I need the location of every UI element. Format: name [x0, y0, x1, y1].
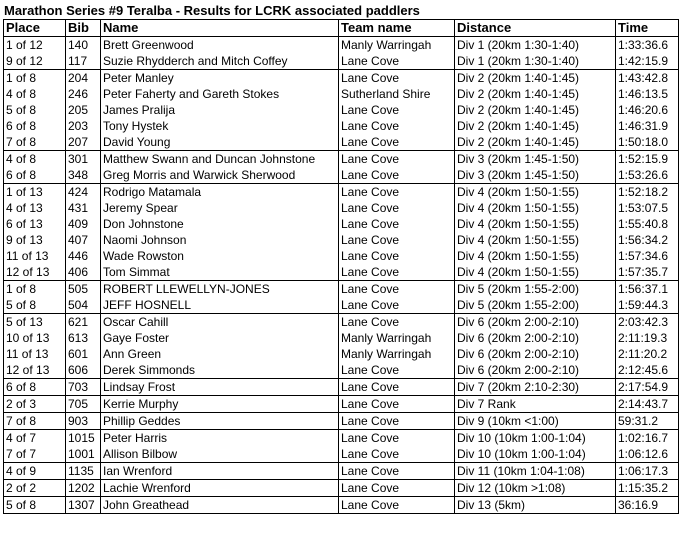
team-cell: Lane Cove: [339, 232, 455, 248]
name-cell: Naomi Johnson: [101, 232, 339, 248]
name-cell: Wade Rowston: [101, 248, 339, 264]
table-row: [4, 216, 679, 232]
team-cell: Lane Cove: [339, 53, 455, 70]
time-cell: 1:52:18.2: [616, 184, 679, 201]
distance-cell: Div 1 (20km 1:30-1:40): [455, 53, 616, 70]
table-row: [4, 118, 679, 134]
distance-cell: Div 13 (5km): [455, 497, 616, 514]
table-row: [4, 413, 679, 430]
time-cell: 1:52:15.9: [616, 151, 679, 168]
name-cell: Derek Simmonds: [101, 362, 339, 379]
place-cell: 4 of 8: [4, 151, 66, 168]
bib-cell: 301: [66, 151, 101, 168]
name-cell: Ian Wrenford: [101, 463, 339, 480]
bib-cell: 903: [66, 413, 101, 430]
place-cell: 4 of 9: [4, 463, 66, 480]
time-cell: 1:46:20.6: [616, 102, 679, 118]
column-header-time: Time: [616, 20, 679, 37]
bib-cell: 505: [66, 281, 101, 298]
table-row: [4, 184, 679, 201]
bib-cell: 703: [66, 379, 101, 396]
bib-cell: 705: [66, 396, 101, 413]
place-cell: 10 of 13: [4, 330, 66, 346]
distance-cell: Div 5 (20km 1:55-2:00): [455, 297, 616, 314]
team-cell: Lane Cove: [339, 497, 455, 514]
time-cell: 1:57:34.6: [616, 248, 679, 264]
distance-cell: Div 4 (20km 1:50-1:55): [455, 184, 616, 201]
time-cell: 2:03:42.3: [616, 314, 679, 331]
name-cell: Brett Greenwood: [101, 37, 339, 54]
column-header-team: Team name: [339, 20, 455, 37]
header-row: [4, 20, 679, 37]
time-cell: 1:46:31.9: [616, 118, 679, 134]
name-cell: Ann Green: [101, 346, 339, 362]
table-row: [4, 167, 679, 184]
table-row: [4, 297, 679, 314]
page-title: Marathon Series #9 Teralba - Results for LCRK associated paddlers: [4, 3, 420, 18]
distance-cell: Div 2 (20km 1:40-1:45): [455, 70, 616, 87]
place-cell: 6 of 8: [4, 379, 66, 396]
distance-cell: Div 9 (10km <1:00): [455, 413, 616, 430]
place-cell: 1 of 8: [4, 281, 66, 298]
team-cell: Lane Cove: [339, 151, 455, 168]
place-cell: 6 of 8: [4, 118, 66, 134]
column-header-distance: Distance: [455, 20, 616, 37]
distance-cell: Div 3 (20km 1:45-1:50): [455, 151, 616, 168]
time-cell: 1:46:13.5: [616, 86, 679, 102]
team-cell: Lane Cove: [339, 264, 455, 281]
distance-cell: Div 2 (20km 1:40-1:45): [455, 86, 616, 102]
bib-cell: 621: [66, 314, 101, 331]
time-cell: 1:42:15.9: [616, 53, 679, 70]
table-row: [4, 232, 679, 248]
table-row: [4, 362, 679, 379]
team-cell: Lane Cove: [339, 134, 455, 151]
place-cell: 2 of 3: [4, 396, 66, 413]
team-cell: Lane Cove: [339, 413, 455, 430]
column-header-name: Name: [101, 20, 339, 37]
name-cell: Greg Morris and Warwick Sherwood: [101, 167, 339, 184]
distance-cell: Div 11 (10km 1:04-1:08): [455, 463, 616, 480]
table-row: [4, 480, 679, 497]
table-row: [4, 70, 679, 87]
place-cell: 2 of 2: [4, 480, 66, 497]
place-cell: 4 of 7: [4, 430, 66, 447]
distance-cell: Div 6 (20km 2:00-2:10): [455, 346, 616, 362]
bib-cell: 203: [66, 118, 101, 134]
time-cell: 2:11:20.2: [616, 346, 679, 362]
time-cell: 1:56:37.1: [616, 281, 679, 298]
bib-cell: 117: [66, 53, 101, 70]
name-cell: Allison Bilbow: [101, 446, 339, 463]
team-cell: Lane Cove: [339, 396, 455, 413]
bib-cell: 406: [66, 264, 101, 281]
time-cell: 1:50:18.0: [616, 134, 679, 151]
name-cell: Rodrigo Matamala: [101, 184, 339, 201]
distance-cell: Div 2 (20km 1:40-1:45): [455, 102, 616, 118]
time-cell: 59:31.2: [616, 413, 679, 430]
table-row: [4, 396, 679, 413]
place-cell: 6 of 8: [4, 167, 66, 184]
team-cell: Lane Cove: [339, 167, 455, 184]
place-cell: 5 of 8: [4, 102, 66, 118]
team-cell: Lane Cove: [339, 200, 455, 216]
table-row: [4, 53, 679, 70]
team-cell: Lane Cove: [339, 463, 455, 480]
bib-cell: 409: [66, 216, 101, 232]
bib-cell: 1135: [66, 463, 101, 480]
place-cell: 12 of 13: [4, 264, 66, 281]
time-cell: 1:53:07.5: [616, 200, 679, 216]
name-cell: Peter Faherty and Gareth Stokes: [101, 86, 339, 102]
time-cell: 1:57:35.7: [616, 264, 679, 281]
team-cell: Sutherland Shire: [339, 86, 455, 102]
place-cell: 5 of 8: [4, 297, 66, 314]
table-row: [4, 37, 679, 54]
bib-cell: 140: [66, 37, 101, 54]
team-cell: Manly Warringah: [339, 37, 455, 54]
table-row: [4, 346, 679, 362]
bib-cell: 446: [66, 248, 101, 264]
distance-cell: Div 3 (20km 1:45-1:50): [455, 167, 616, 184]
place-cell: 12 of 13: [4, 362, 66, 379]
distance-cell: Div 2 (20km 1:40-1:45): [455, 118, 616, 134]
table-row: [4, 248, 679, 264]
bib-cell: 204: [66, 70, 101, 87]
bib-cell: 207: [66, 134, 101, 151]
team-cell: Lane Cove: [339, 281, 455, 298]
bib-cell: 1015: [66, 430, 101, 447]
table-row: [4, 200, 679, 216]
bib-cell: 613: [66, 330, 101, 346]
bib-cell: 601: [66, 346, 101, 362]
bib-cell: 205: [66, 102, 101, 118]
distance-cell: Div 4 (20km 1:50-1:55): [455, 200, 616, 216]
team-cell: Lane Cove: [339, 248, 455, 264]
table-row: [4, 86, 679, 102]
name-cell: Tom Simmat: [101, 264, 339, 281]
distance-cell: Div 6 (20km 2:00-2:10): [455, 314, 616, 331]
name-cell: John Greathead: [101, 497, 339, 514]
distance-cell: Div 6 (20km 2:00-2:10): [455, 330, 616, 346]
team-cell: Lane Cove: [339, 480, 455, 497]
team-cell: Lane Cove: [339, 70, 455, 87]
column-header-bib: Bib: [66, 20, 101, 37]
distance-cell: Div 4 (20km 1:50-1:55): [455, 232, 616, 248]
time-cell: 2:14:43.7: [616, 396, 679, 413]
time-cell: 2:11:19.3: [616, 330, 679, 346]
name-cell: JEFF HOSNELL: [101, 297, 339, 314]
time-cell: 2:17:54.9: [616, 379, 679, 396]
name-cell: ROBERT LLEWELLYN-JONES: [101, 281, 339, 298]
bib-cell: 1307: [66, 497, 101, 514]
name-cell: Lindsay Frost: [101, 379, 339, 396]
place-cell: 1 of 8: [4, 70, 66, 87]
bib-cell: 606: [66, 362, 101, 379]
time-cell: 2:12:45.6: [616, 362, 679, 379]
team-cell: Lane Cove: [339, 362, 455, 379]
bib-cell: 1001: [66, 446, 101, 463]
team-cell: Manly Warringah: [339, 330, 455, 346]
distance-cell: Div 4 (20km 1:50-1:55): [455, 248, 616, 264]
name-cell: Jeremy Spear: [101, 200, 339, 216]
table-row: [4, 314, 679, 331]
table-row: [4, 102, 679, 118]
name-cell: Don Johnstone: [101, 216, 339, 232]
place-cell: 4 of 8: [4, 86, 66, 102]
bib-cell: 407: [66, 232, 101, 248]
name-cell: Peter Manley: [101, 70, 339, 87]
name-cell: Gaye Foster: [101, 330, 339, 346]
time-cell: 1:15:35.2: [616, 480, 679, 497]
distance-cell: Div 6 (20km 2:00-2:10): [455, 362, 616, 379]
table-row: [4, 151, 679, 168]
time-cell: 36:16.9: [616, 497, 679, 514]
place-cell: 11 of 13: [4, 248, 66, 264]
time-cell: 1:59:44.3: [616, 297, 679, 314]
distance-cell: Div 2 (20km 1:40-1:45): [455, 134, 616, 151]
team-cell: Lane Cove: [339, 118, 455, 134]
team-cell: Lane Cove: [339, 314, 455, 331]
distance-cell: Div 1 (20km 1:30-1:40): [455, 37, 616, 54]
name-cell: Kerrie Murphy: [101, 396, 339, 413]
team-cell: Lane Cove: [339, 216, 455, 232]
team-cell: Lane Cove: [339, 102, 455, 118]
team-cell: Manly Warringah: [339, 346, 455, 362]
place-cell: 5 of 13: [4, 314, 66, 331]
table-row: [4, 446, 679, 463]
name-cell: Oscar Cahill: [101, 314, 339, 331]
place-cell: 5 of 8: [4, 497, 66, 514]
distance-cell: Div 5 (20km 1:55-2:00): [455, 281, 616, 298]
table-row: [4, 281, 679, 298]
distance-cell: Div 10 (10km 1:00-1:04): [455, 446, 616, 463]
place-cell: 6 of 13: [4, 216, 66, 232]
place-cell: 7 of 8: [4, 134, 66, 151]
table-row: [4, 264, 679, 281]
distance-cell: Div 10 (10km 1:00-1:04): [455, 430, 616, 447]
time-cell: 1:56:34.2: [616, 232, 679, 248]
place-cell: 1 of 12: [4, 37, 66, 54]
bib-cell: 424: [66, 184, 101, 201]
bib-cell: 504: [66, 297, 101, 314]
time-cell: 1:02:16.7: [616, 430, 679, 447]
time-cell: 1:06:12.6: [616, 446, 679, 463]
name-cell: Peter Harris: [101, 430, 339, 447]
time-cell: 1:55:40.8: [616, 216, 679, 232]
team-cell: Lane Cove: [339, 184, 455, 201]
bib-cell: 431: [66, 200, 101, 216]
distance-cell: Div 4 (20km 1:50-1:55): [455, 216, 616, 232]
table-row: [4, 430, 679, 447]
place-cell: 7 of 7: [4, 446, 66, 463]
name-cell: Phillip Geddes: [101, 413, 339, 430]
distance-cell: Div 4 (20km 1:50-1:55): [455, 264, 616, 281]
table-row: [4, 330, 679, 346]
results-table: [3, 19, 679, 514]
name-cell: David Young: [101, 134, 339, 151]
team-cell: Lane Cove: [339, 379, 455, 396]
time-cell: 1:53:26.6: [616, 167, 679, 184]
table-row: [4, 379, 679, 396]
bib-cell: 348: [66, 167, 101, 184]
place-cell: 9 of 12: [4, 53, 66, 70]
name-cell: Suzie Rhydderch and Mitch Coffey: [101, 53, 339, 70]
place-cell: 4 of 13: [4, 200, 66, 216]
table-row: [4, 497, 679, 514]
name-cell: Lachie Wrenford: [101, 480, 339, 497]
table-row: [4, 134, 679, 151]
place-cell: 7 of 8: [4, 413, 66, 430]
place-cell: 1 of 13: [4, 184, 66, 201]
name-cell: James Pralija: [101, 102, 339, 118]
time-cell: 1:06:17.3: [616, 463, 679, 480]
time-cell: 1:33:36.6: [616, 37, 679, 54]
distance-cell: Div 7 Rank: [455, 396, 616, 413]
bib-cell: 246: [66, 86, 101, 102]
place-cell: 11 of 13: [4, 346, 66, 362]
team-cell: Lane Cove: [339, 446, 455, 463]
time-cell: 1:43:42.8: [616, 70, 679, 87]
team-cell: Lane Cove: [339, 430, 455, 447]
bib-cell: 1202: [66, 480, 101, 497]
name-cell: Tony Hystek: [101, 118, 339, 134]
distance-cell: Div 7 (20km 2:10-2:30): [455, 379, 616, 396]
distance-cell: Div 12 (10km >1:08): [455, 480, 616, 497]
column-header-place: Place: [4, 20, 66, 37]
team-cell: Lane Cove: [339, 297, 455, 314]
place-cell: 9 of 13: [4, 232, 66, 248]
name-cell: Matthew Swann and Duncan Johnstone: [101, 151, 339, 168]
table-row: [4, 463, 679, 480]
